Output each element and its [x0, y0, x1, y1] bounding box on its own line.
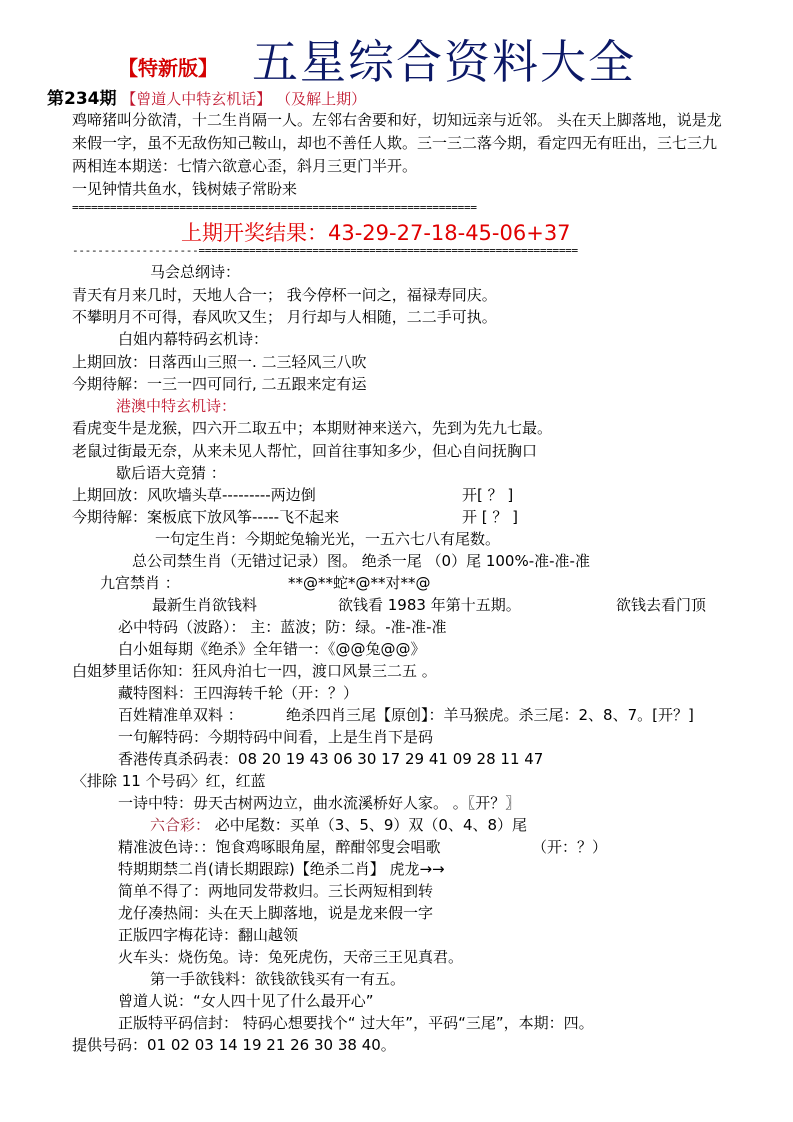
riddle-last-open: 开[ ？ ]: [462, 486, 514, 504]
riddle-heading: 歇后语大竞猜 ：: [116, 464, 226, 482]
money-hint: 欲钱去看门顶: [616, 596, 707, 614]
miss-bai: 白小姐每期《绝杀》全年错一：《@@兔@@》: [118, 640, 426, 658]
bai-poem-current: 今期待解：一三一四可同行, 二五跟来定有运: [72, 375, 367, 393]
last-result-label: 上期开奖结果：: [181, 221, 328, 245]
company-ban: 总公司禁生肖（无错过记录）图。 绝杀一尾 （0）尾 100%-准-准-准: [132, 552, 590, 570]
plum: 正版四字梅花诗：翻山越领: [118, 926, 299, 944]
money-value: 欲钱看 1983 年第十五期。: [338, 596, 521, 614]
one-line-zodiac: 一句定生肖：今期蛇兔输光光，一五六七八有尾数。: [155, 530, 501, 548]
first-hand: 第一手欲钱料：欲钱欲钱买有一有五。: [150, 970, 406, 988]
issue-line: 来假一字，虽不无敌伤知己鞍山，却也不善任人欺。三一三二落今期，看定四无有旺出，三七三九: [72, 134, 718, 152]
page-title: 五星综合资料大全: [252, 35, 636, 89]
horse-poem-line: 青天有月来几时，天地人合一； 我今停杯一问之，福禄寿同庆。: [72, 286, 497, 304]
envelope: 正版特平码信封： 特码心想要找个“ 过大年”，平码“三尾”，本期：四。: [118, 1014, 594, 1032]
issue-line: 鸡啼猪叫分欲清，十二生肖隔一人。左邻右舍要和好，切知远亲与近邻。 头在天上脚落地，说是龙: [72, 111, 722, 129]
bai-poem-heading: 白姐内幕特码玄机诗：: [118, 330, 269, 348]
zeng-says: 曾道人说：“女人四十见了什么最开心”: [118, 992, 374, 1010]
horse-poem-line: 不攀明月不可得，春风吹又生； 月行却与人相随，二二手可执。: [72, 308, 497, 326]
last-result-numbers: 43-29-27-18-45-06+37: [328, 221, 571, 245]
issue-line: 一见钟情共鱼水，钱树婊子常盼来: [72, 180, 298, 198]
provided-numbers: 提供号码：01 02 03 14 19 21 26 30 38 40。: [72, 1036, 396, 1054]
ban-two: 特期期禁二肖(请长期跟踪)【绝杀二肖】 虎龙→→: [118, 860, 445, 878]
liuhecai: [150, 815, 527, 836]
hidden-pic: 藏特图料：王四海转千轮（开：？）: [118, 684, 359, 702]
issue-note: （及解上期）: [276, 90, 367, 108]
issue-line: 两相连本期送：七情六欲意心歪，斜月三更门半开。: [72, 157, 418, 175]
riddle-last: 上期回放：风吹墙头草---------两边倒: [72, 486, 316, 504]
gangao-poem-line: 老鼠过街最无奈，从来未见人帮忙，回首往事知多少，但心自问抚胸口: [72, 442, 538, 460]
money-label: 最新生肖欲钱料: [152, 596, 258, 614]
last-result: [181, 217, 571, 247]
horse-poem-heading: 马会总纲诗：: [150, 263, 241, 281]
train: 火车头：烧伤兔。诗：兔死虎伤，天帝三王见真君。: [118, 948, 464, 966]
edition-tag: 【特新版】: [118, 56, 218, 80]
liuhecai-value: 必中尾数：买单（3、5、9）双（0、4、8）尾: [210, 816, 528, 834]
one-line-code: 一句解特码：今期特码中间看，上是生肖下是码: [118, 728, 434, 746]
simple: 简单不得了：两地同发带救归。三长两短相到转: [118, 882, 434, 900]
nine-palace-label: 九宫禁肖 ：: [100, 574, 180, 592]
issue-number: 第234期: [47, 89, 117, 109]
divider-top: ================================================================: [72, 201, 477, 214]
baixing-label: 百姓精准单双料 ：: [118, 706, 243, 724]
bai-poem-last: 上期回放：日落西山三照一. 二三轻风三八吹: [72, 353, 367, 371]
issue-section: 【曾道人中特玄机话】: [121, 90, 272, 108]
exclude: 〈排除 11 个号码〉红，红蓝: [72, 772, 266, 790]
riddle-current: 今期待解：案板底下放风筝-----飞不起来: [72, 508, 340, 526]
divider-bottom: --------------------============================================================: [72, 244, 578, 257]
nine-palace-value: **@**蛇*@**对**@: [288, 574, 431, 592]
dream: 白姐梦里话你知：狂风舟泊七一四，渡口风景三二五 。: [72, 662, 437, 680]
poem-special: 一诗中特：毋天古树两边立，曲水流溪桥好人家。 。〖开？〗: [118, 794, 521, 812]
dragon: 龙仔凑热闹：头在天上脚落地，说是龙来假一字: [118, 904, 434, 922]
issue-heading: [47, 89, 366, 110]
wave-poem: 精准波色诗：：饱食鸡啄眼角屋，醉酣邻叟会唱歌: [118, 838, 441, 856]
riddle-current-open: 开 [ ？ ]: [462, 508, 519, 526]
liuhecai-label: 六合彩：: [150, 816, 211, 834]
wave-open: （开：？）: [532, 838, 608, 856]
gangao-poem-line: 看虎变牛是龙猴，四六开二取五中；本期财神来送六，先到为先九七最。: [72, 419, 553, 437]
gangao-poem-heading: 港澳中特玄机诗：: [116, 397, 237, 415]
must-code: 必中特码（波路）： 主：蓝波；防：绿。-准-准-准: [118, 618, 447, 636]
hk-fax: 香港传真杀码表：08 20 19 43 06 30 17 29 41 09 28 11 47: [118, 750, 544, 768]
baixing-value: 绝杀四肖三尾【原创】：羊马猴虎。杀三尾：2、8、7。[开？]: [286, 706, 694, 724]
